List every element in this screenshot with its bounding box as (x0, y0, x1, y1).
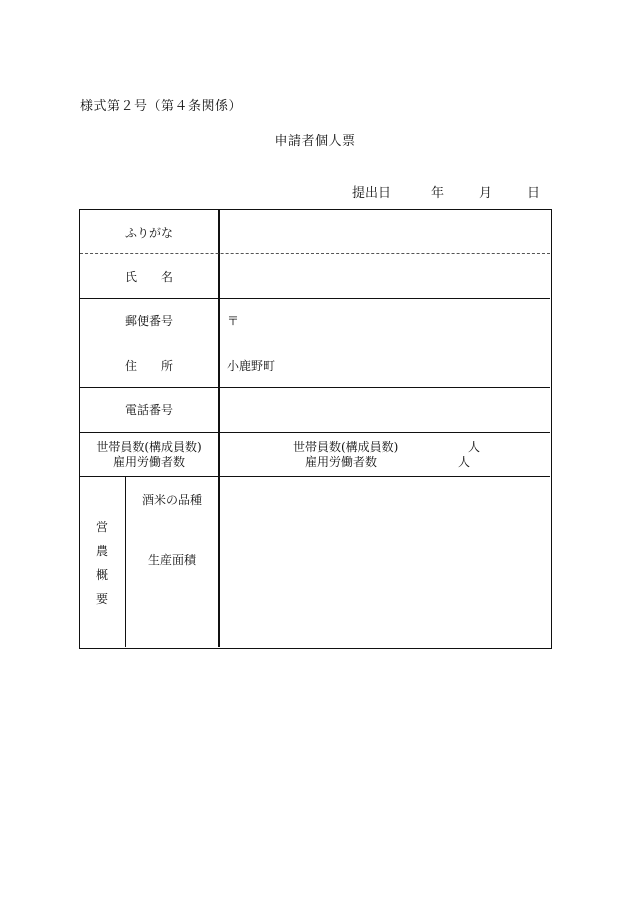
furigana-dashed-rule (80, 253, 550, 254)
household-members-label: 世帯員数(構成員数) (96, 440, 202, 454)
postal-code-value: 〒 (227, 314, 240, 328)
employed-workers-value-label: 雇用労働者数 (305, 455, 378, 469)
row-rule (80, 432, 550, 433)
row-rule (80, 476, 550, 477)
household-members-unit: 人 (468, 440, 481, 454)
form-title: 申請者個人票 (274, 134, 356, 149)
production-area-label: 生産面積 (147, 553, 196, 567)
rice-variety-label: 酒米の品種 (141, 493, 202, 507)
form-number: 様式第２号（第４条関係） (80, 99, 243, 114)
employed-workers-label: 雇用労働者数 (112, 455, 185, 469)
address-value: 小鹿野町 (227, 359, 276, 373)
name-label: 氏 名 (124, 270, 173, 284)
submission-month-label: 月 (479, 186, 493, 201)
farming-overview-char: 概 (95, 568, 108, 582)
employed-workers-unit: 人 (458, 455, 471, 469)
postal-code-label: 郵便番号 (124, 314, 173, 328)
column-divider (218, 210, 220, 647)
phone-label: 電話番号 (124, 403, 173, 417)
submission-year-label: 年 (431, 186, 445, 201)
household-members-value-label: 世帯員数(構成員数) (293, 440, 399, 454)
farming-overview-char: 営 (95, 520, 108, 534)
address-label: 住 所 (124, 359, 173, 373)
farming-overview-char: 農 (95, 544, 108, 558)
furigana-label: ふりがな (124, 226, 173, 240)
applicant-table (79, 209, 552, 649)
farming-overview-label (95, 515, 109, 611)
row-rule (80, 387, 550, 388)
row-rule (80, 298, 550, 299)
submission-day-label: 日 (527, 186, 541, 201)
farming-overview-char: 要 (95, 592, 108, 606)
submission-date-label: 提出日 (352, 186, 392, 201)
